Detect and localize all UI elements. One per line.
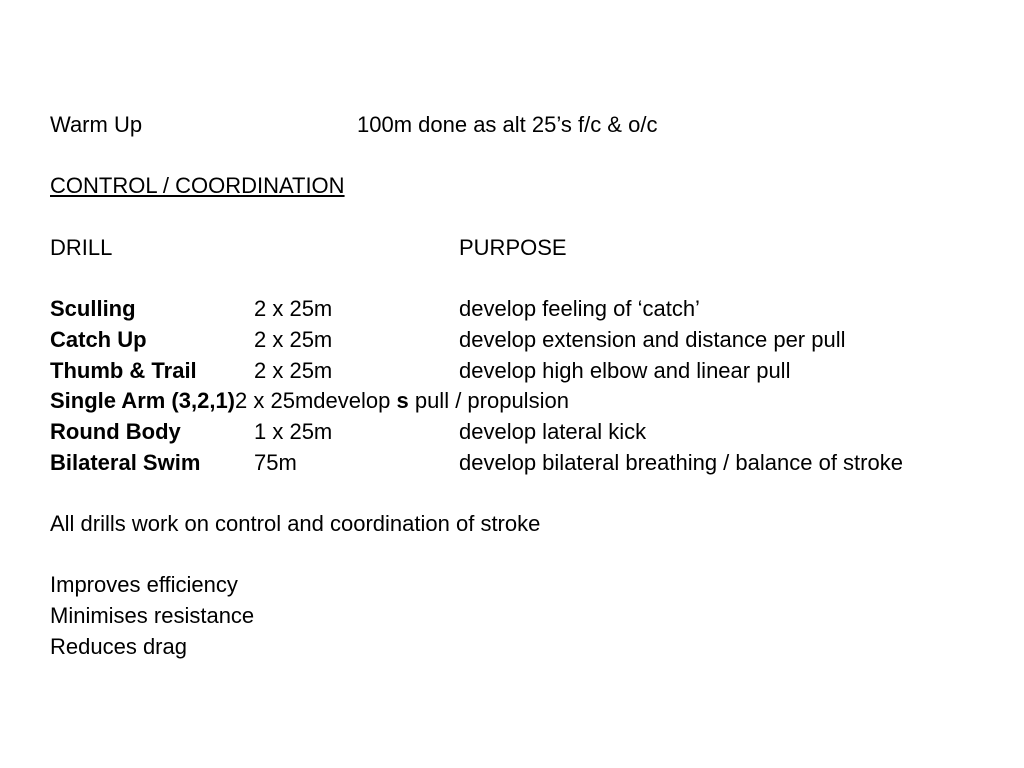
drill-row-single-arm — [50, 386, 1010, 417]
drill-purpose: develop bilateral breathing / balance of stroke — [459, 449, 903, 475]
warmup-label: Warm Up — [50, 112, 143, 137]
drill-reps: 75m — [254, 449, 297, 475]
drill-row-round-body — [50, 417, 1010, 448]
section-heading: CONTROL / COORDINATION — [50, 173, 345, 199]
warmup-text: 100m done as alt 25’s f/c & o/c — [357, 112, 658, 137]
drill-purpose: develop high elbow and linear pull — [459, 357, 791, 383]
warmup-row — [50, 110, 1010, 141]
drill-reps: 2 x 25m — [254, 326, 333, 352]
drill-row-thumb-trail — [50, 356, 1010, 387]
drill-column-header: DRILL — [50, 234, 113, 260]
drill-row-catch-up — [50, 325, 1010, 356]
drill-purpose: develop feeling of ‘catch’ — [459, 296, 700, 322]
drill-name: Catch Up — [50, 326, 147, 352]
table-header-row — [50, 233, 1010, 264]
purpose-column-header: PURPOSE — [459, 234, 567, 260]
drill-row-bilateral-swim — [50, 448, 1010, 479]
drill-name: Round Body — [50, 418, 181, 444]
benefit-text: Reduces drag — [50, 633, 187, 659]
summary-row — [50, 509, 1010, 540]
drill-name: Sculling — [50, 296, 136, 322]
benefit-text: Minimises resistance — [50, 603, 255, 628]
drill-row-sculling — [50, 294, 1010, 325]
drill-name: Single Arm (3,2,1) — [50, 388, 236, 414]
drill-purpose: develop lateral kick — [459, 418, 647, 444]
summary-text: All drills work on control and coordination of stroke — [50, 510, 541, 536]
section-heading-row — [50, 171, 1010, 202]
drill-reps: 2 x 25m — [254, 357, 333, 383]
benefit-item — [50, 632, 1010, 663]
drill-purpose-prefix: develop — [313, 388, 397, 414]
drill-purpose: develop extension and distance per pull — [459, 326, 846, 352]
drill-name: Thumb & Trail — [50, 357, 197, 383]
drill-name: Bilateral Swim — [50, 449, 201, 475]
drill-reps: 2 x 25m — [235, 388, 314, 414]
drill-sheet — [50, 110, 1010, 662]
drill-purpose-suffix: pull / propulsion — [408, 388, 569, 414]
benefit-item — [50, 601, 1010, 632]
benefit-text: Improves efficiency — [50, 572, 238, 598]
drill-reps: 1 x 25m — [254, 418, 333, 444]
drill-purpose-bold: s — [396, 388, 409, 414]
benefit-item — [50, 570, 1010, 601]
drill-reps: 2 x 25m — [254, 296, 333, 322]
